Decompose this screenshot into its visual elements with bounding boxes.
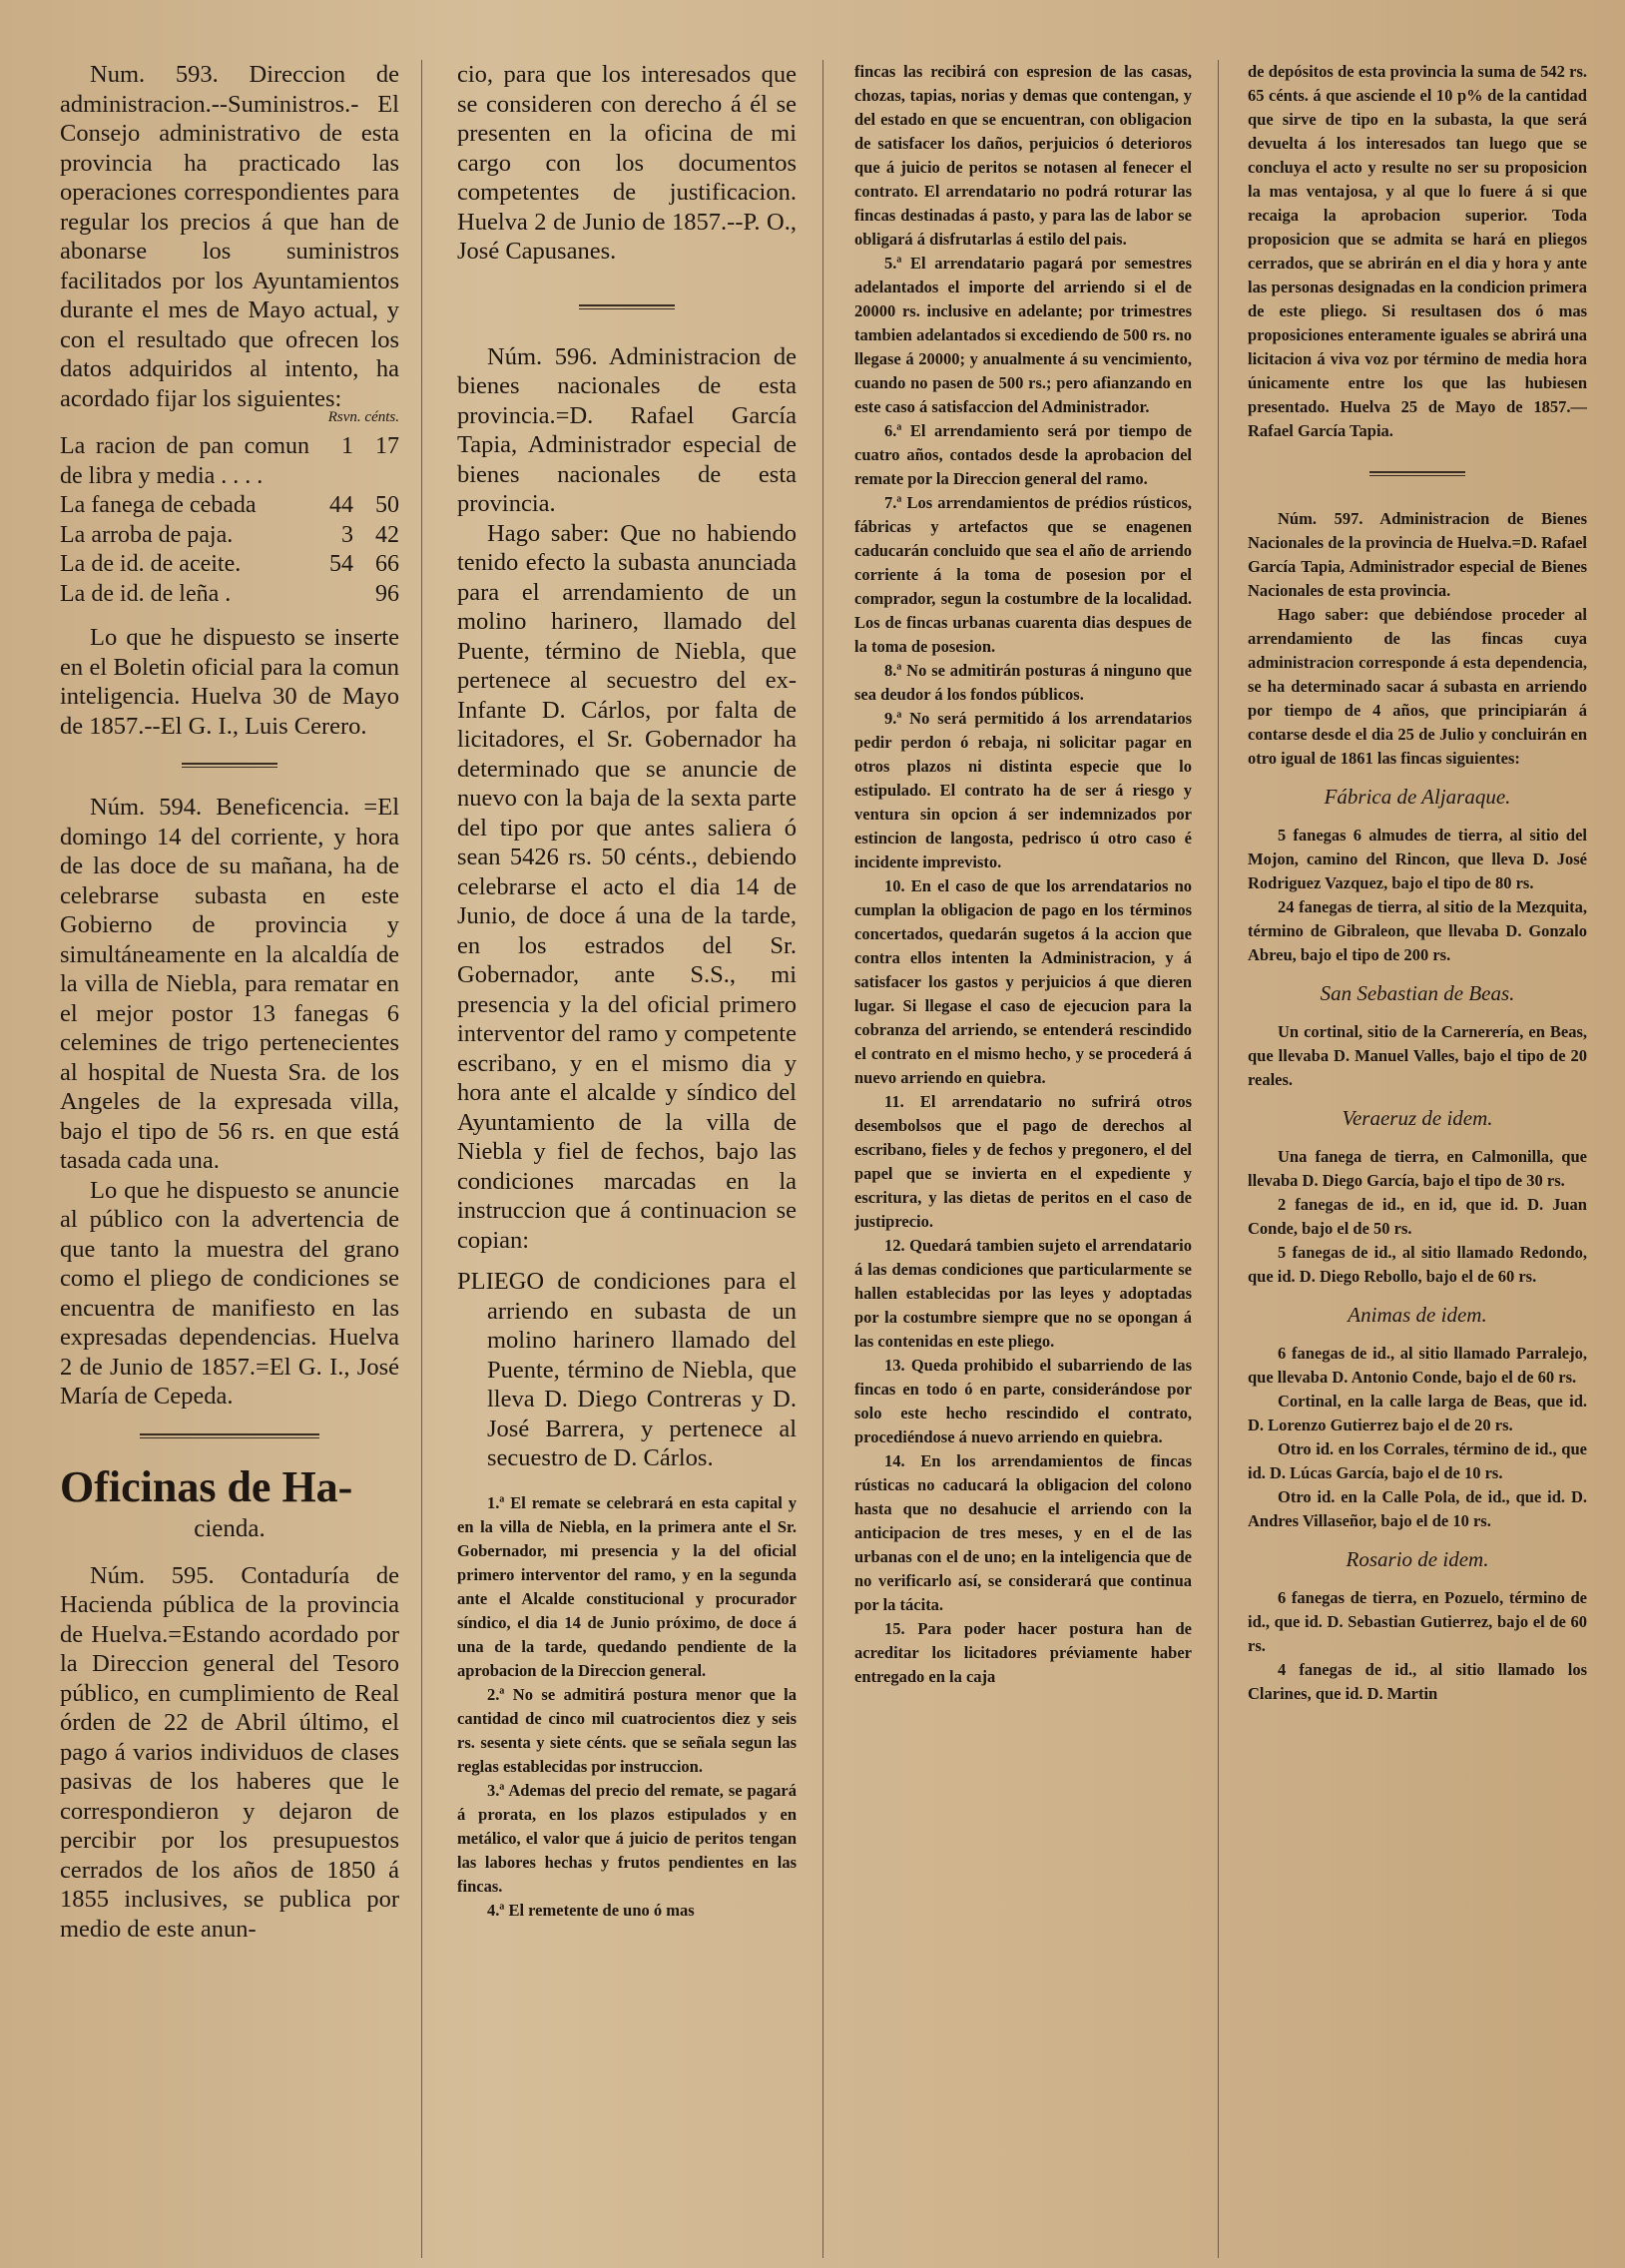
condition-5: 5.ª El arrendatario pagará por semestres adelantados el importe del arriendo si el de 20000 rs. inclusive en adelante; por trimestres tambien adelantados si excediendo de 500 rs. no llegase á 20000; y anualmente á su vencimiento, cuando no pasen de 500 rs.; pero afianzando en este caso á satisfaccion del Administrador. (854, 254, 1192, 416)
separator-ornament (1369, 469, 1465, 479)
property-item: 4 fanegas de id., al sitio llamado los Clarines, que id. D. Martin (1248, 1660, 1587, 1703)
property-item: 5 fanegas 6 almudes de tierra, al sitio del Mojon, camino del Rincon, que lleva D. José Rodriguez Vazquez, bajo el tipo de 80 rs. (1248, 826, 1587, 892)
column-1 (60, 60, 399, 2258)
notice-594: Núm. 594. Beneficencia. =El domingo 14 del corriente, y hora de las doce de su mañana, ha de celebrarse subasta en este Gobierno de provincia y simultáneamente en la alcaldía de la villa de Niebla, para rematar en el mejor postor 13 fanegas 6 celemines de trigo pertenecientes al hospital de Nuesta Sra. de los Angeles de la expresada villa, bajo el tipo de 56 rs. en que está tasada cada una. (60, 794, 399, 1174)
column-2 (457, 60, 797, 2258)
condition-1: 1.ª El remate se celebrará en esta capital y en la villa de Niebla, en la primera ante el Sr. Gobernador, mi presencia y la del oficial primero interventor del ramo, y en la segunda ante el Alcalde constitucional y procurador síndico, el dia 14 de Junio próximo, de doce á una de la tarde, quedando pendiente de la aprobacion de la Direccion general. (457, 1492, 797, 1680)
notice-594-closing: Lo que he dispuesto se anuncie al público con la advertencia de que tanto la muestra del grano como el pliego de condiciones se encuentra de manifiesto en las expresadas dependencias. Huelva 2 de Junio de 1857.=El G. I., José María de Cepeda. (60, 1176, 399, 1410)
property-item: 24 fanegas de tierra, al sitio de la Mezquita, término de Gibraleon, que llevaba D. Gonzalo Abreu, bajo el tipo de 200 rs. (1248, 897, 1587, 964)
table-row: La racion de pan comun de libra y media . . . . 1 17 (60, 433, 399, 489)
column-divider (822, 60, 823, 2258)
table-row: La fanega de cebada 44 50 (60, 492, 399, 518)
condition-12: 12. Quedará tambien sujeto el arrendatario á las demas condiciones que particularmente se hallen establecidas por las leyes y adoptadas por la costumbre siempre que no se opongan á las contenidas en este pliego. (854, 1236, 1192, 1351)
place-heading: Animas de idem. (1348, 1303, 1487, 1327)
condition-6: 6.ª El arrendamiento será por tiempo de cuatro años, contados desde la aprobacion del remate por la Direccion general del ramo. (854, 421, 1192, 488)
condition-15-cont: de depósitos de esta provincia la suma de 542 rs. 65 cénts. á que asciende el 10 p% de la cantidad que sirve de tipo en la subasta, la que será devuelta á los interesados tan luego que se concluya el acto y resulte no ser su proposicion la mas ventajosa, y al que lo fuere á si que recaiga la aprobacion superior. Toda proposicion que se admita se hará en pliegos cerrados, que se abrirán en el dia y hora y ante las personas designadas en la condicion primera de este pliego. Si resultasen dos ó mas proposiciones enteramente iguales se abrirá una licitacion á viva voz por término de media hora únicamente entre los que las hubiesen presentado. Huelva 25 de Mayo de 1857.—Rafael García Tapia. (1248, 62, 1587, 440)
column-4 (1248, 60, 1587, 2258)
property-item: Otro id. en los Corrales, término de id., que id. D. Lúcas García, bajo el de 10 rs. (1248, 1439, 1587, 1482)
section-title: Oficinas de Ha- (60, 1461, 353, 1511)
condition-15: 15. Para poder hacer postura han de acreditar los licitadores préviamente haber entregado en la caja (854, 1619, 1192, 1686)
condition-4-cont: fincas las recibirá con espresion de las casas, chozas, tapias, norias y demas que contengan, y del estado en que se encuentran, con obligacion de satisfacer los daños, perjuicios ó deterioros que á juicio de peritos se notasen al fenecer el contrato. El arrendatario no podrá roturar las fincas destinadas á pasto, y para las de labor se obligará á disfrutarlas á estilo del pais. (854, 62, 1192, 249)
condition-14: 14. En los arrendamientos de fincas rústicas no caducará la obligacion del colono hasta que no desahucie el arriendo con la anticipacion de tres meses, y en el de las urbanas con el de uno; en la inteligencia que de no verificarlo así, se considerará que continua por la tácita. (854, 1451, 1192, 1614)
place-heading: San Sebastian de Beas. (1320, 981, 1515, 1005)
condition-3: 3.ª Ademas del precio del remate, se pagará á prorata, en los plazos estipulados y en metálico, el valor que á juicio de peritos tengan las labores hechas y frutos pendientes en las fincas. (457, 1780, 797, 1896)
separator-ornament (182, 761, 277, 771)
table-row: La de id. de leña . 96 (60, 580, 399, 607)
pliego-heading: PLIEGO de condiciones para el arriendo en subasta de un molino harinero llamado del Puente, término de Niebla, que lleva D. Diego Contreras y D. José Barrera, y pertenece al secuestro de D. Cárlos. (457, 1268, 797, 1471)
column-divider (1218, 60, 1219, 2258)
column-3 (854, 60, 1192, 2258)
notice-593-closing: Lo que he dispuesto se inserte en el Boletin oficial para la comun inteligencia. Huelva 30 de Mayo de 1857.--El G. I., Luis Cerero. (60, 624, 399, 740)
notice-595: Núm. 595. Contaduría de Hacienda pública de la provincia de Huelva.=Estando acordado por la Direccion general del Tesoro público, en cumplimiento de Real órden de 22 de Abril último, el pago á varios individuos de clases pasivas de los haberes que le correspondieron y dejaron de percibir por los presupuestos cerrados de los años de 1850 á 1855 inclusives, se publica por medio de este anun- (60, 1561, 399, 1943)
condition-11: 11. El arrendatario no sufrirá otros desembolsos que el pago de derechos al escribano, fieles y de fechos y pregonero, el del papel que se invierta en el expediente y escritura, y las dietas de peritos en el caso de justiprecio. (854, 1092, 1192, 1231)
property-item: 6 fanegas de tierra, en Pozuelo, término de id., que id. D. Sebastian Gutierrez, bajo el de 60 rs. (1248, 1588, 1587, 1655)
property-item: Un cortinal, sitio de la Carnerería, en Beas, que llevaba D. Manuel Valles, bajo el tipo de 20 reales. (1248, 1022, 1587, 1089)
condition-8: 8.ª No se admitirán posturas á ninguno que sea deudor á los fondos públicos. (854, 661, 1192, 704)
notice-597-body: Hago saber: que debiéndose proceder al arrendamiento de las fincas cuya administracion corresponde á esta dependencia, se ha determinado sacar á subasta en arriendo por tiempo de 4 años, que principiarán á contarse desde el dia 25 de Julio y concluirán en otro igual de 1861 las fincas siguientes: (1248, 605, 1587, 768)
condition-13: 13. Queda prohibido el subarriendo de las fincas en todo ó en parte, considerándose por solo este hecho rescindido el contrato, procediéndose á nuevo arriendo en quiebra. (854, 1356, 1192, 1446)
property-item: 6 fanegas de id., al sitio llamado Parralejo, que llevaba D. Antonio Conde, bajo el de 60 rs. (1248, 1344, 1587, 1387)
place-heading: Veraeruz de idem. (1342, 1106, 1493, 1130)
notice-596: Núm. 596. Administracion de bienes nacionales de esta provincia.=D. Rafael García Tapia, Administrador especial de bienes nacionales de esta provincia. (457, 342, 797, 517)
condition-9: 9.ª No será permitido á los arrendatarios pedir perdon ó rebaja, ni solicitar pagar en otros plazos ni distinta especie que lo estipulado. El contrato ha de ser á riesgo y ventura sin opcion á ser indemnizados por estincion de langosta, pedrisco ú otro caso é incidente imprevisto. (854, 709, 1192, 871)
property-item: Otro id. en la Calle Pola, de id., que id. D. Andres Villaseñor, bajo el de 10 rs. (1248, 1487, 1587, 1530)
condition-4: 4.ª El remetente de uno ó mas (487, 1900, 695, 1920)
place-heading: Rosario de idem. (1346, 1547, 1489, 1571)
separator-ornament (140, 1431, 319, 1441)
column-divider (421, 60, 422, 2258)
prices-table (60, 432, 399, 609)
property-item: Cortinal, en la calle larga de Beas, que id. D. Lorenzo Gutierrez bajo el de 20 rs. (1248, 1392, 1587, 1434)
notice-595-cont: cio, para que los interesados que se consideren con derecho á él se presenten en la oficina de mi cargo con los documentos competentes de justificacion. Huelva 2 de Junio de 1857.--P. O., José Capusanes. (457, 61, 797, 265)
table-row: La arroba de paja. 3 42 (60, 521, 399, 548)
notice-596-body: Hago saber: Que no habiendo tenido efecto la subasta anunciada para el arrendamiento de un molino harinero, llamado del Puente, término de Niebla, que pertenece al secuestro del ex-Infante D. Cárlos, por falta de licitadores, el Sr. Gobernador ha determinado que se anuncie de nuevo con la baja de la sexta parte del tipo por que antes saliera ó sean 5426 rs. 50 cénts., debiendo celebrarse el acto el dia 14 de Junio, de doce á una de la tarde, en los estrados del Sr. Gobernador, ante S.S., mi presencia y la del oficial primero interventor del ramo y competente escribano, y en el mismo dia y hora ante el alcalde y síndico del Ayuntamiento de la villa de Niebla y fiel de fechos, bajo las condiciones marcadas en la instruccion que á continuacion se copian: (457, 519, 797, 1254)
place-heading: Fábrica de Aljaraque. (1324, 785, 1511, 809)
property-item: 5 fanegas de id., al sitio llamado Redondo, que id. D. Diego Rebollo, bajo el de 60 rs. (1248, 1243, 1587, 1286)
notice-593: Num. 593. Direccion de administracion.--Suministros.- El Consejo administrativo de esta provincia ha practicado las operaciones correspondientes para regular los precios á que han de abonarse los suministros facilitados por los Ayuntamientos durante el mes de Mayo actual, y con el resultado que ofrecen los datos adquiridos al intento, ha acordado fijar los siguientes: (60, 61, 399, 412)
separator-ornament (579, 302, 675, 312)
condition-10: 10. En el caso de que los arrendatarios no cumplan la obligacion de pago en los términos concertados, quedarán sugetos á la accion que contra ellos intenten la Administracion, y á satisfacer los gastos y perjuicios á que dieren lugar. Si llegase el caso de ejecucion para la cobranza del arriendo, se entenderá rescindido el contrato en el mismo hecho, y se procederá á nuevo arriendo en quiebra. (854, 876, 1192, 1087)
condition-2: 2.ª No se admitirá postura menor que la cantidad de cinco mil cuatrocientos diez y seis rs. sesenta y siete cénts. que se señala segun las reglas establecidas por instruccion. (457, 1684, 797, 1776)
notice-597: Núm. 597. Administracion de Bienes Nacionales de la provincia de Huelva.=D. Rafael García Tapia, Administrador especial de Bienes Nacionales de esta provincia. (1248, 509, 1587, 600)
property-item: Una fanega de tierra, en Calmonilla, que llevaba D. Diego García, bajo el tipo de 30 rs. (1248, 1147, 1587, 1190)
property-item: 2 fanegas de id., en id, que id. D. Juan Conde, bajo el de 50 rs. (1248, 1195, 1587, 1238)
table-header: Rsvn. cénts. (327, 409, 399, 425)
section-title-cont: cienda. (194, 1514, 266, 1542)
condition-7: 7.ª Los arrendamientos de prédios rústicos, fábricas y artefactos que se enagenen caducarán concluido que sea el año de arriendo corriente á la toma de posesion por el comprador, segun la costumbre de la localidad. Los de fincas urbanas cuarenta dias despues de la toma de posesion. (854, 493, 1192, 656)
table-row: La de id. de aceite. 54 66 (60, 551, 399, 577)
